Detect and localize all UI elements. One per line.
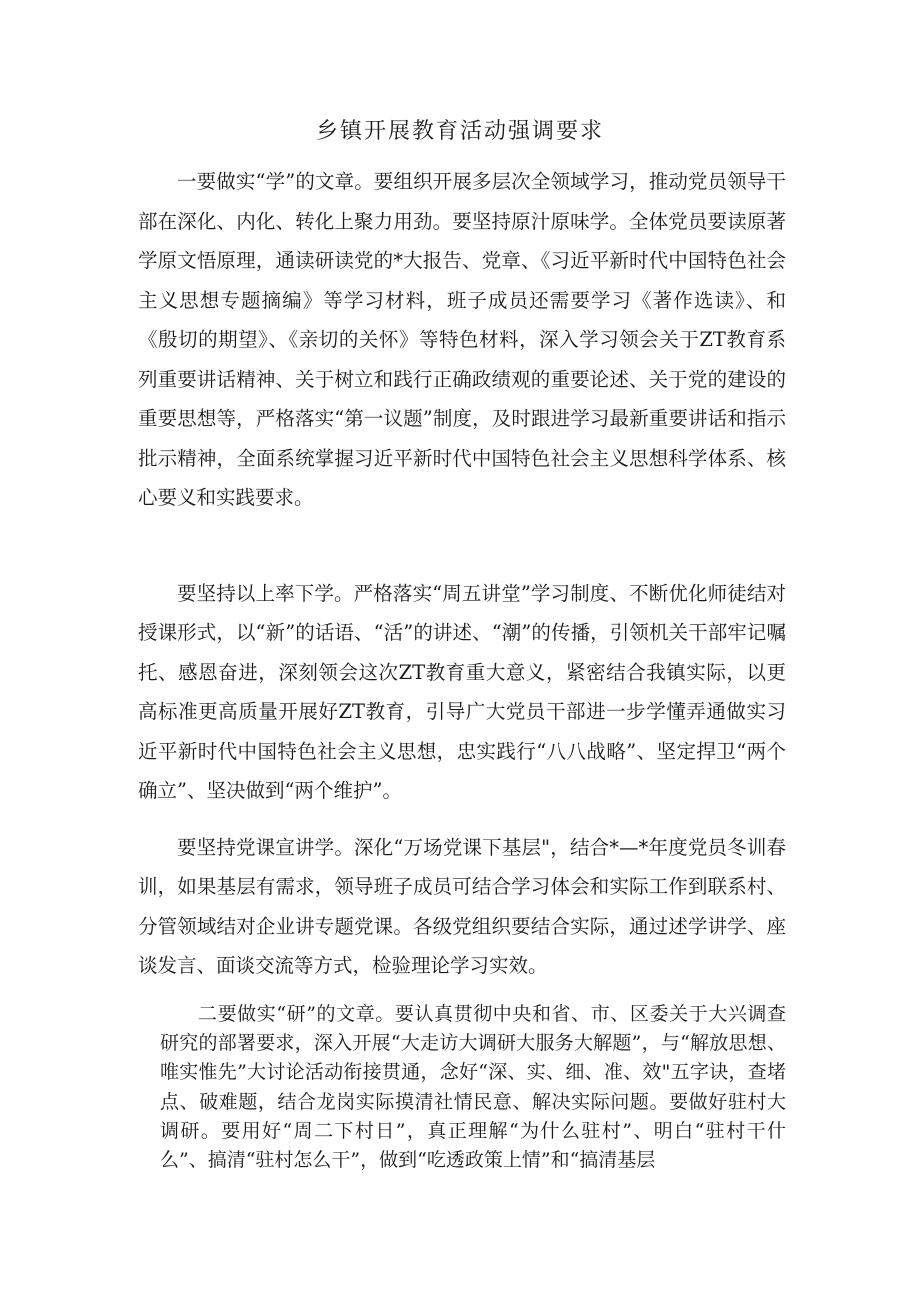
document-title: 乡镇开展教育活动强调要求 xyxy=(315,119,604,144)
paragraph-study-1: 一要做实“学”的文章。要组织开展多层次全领域学习，推动党员领导干部在深化、内化、转化上聚力用劲。要坚持原汁原味学。全体党员要读原著学原文悟原理，通读研读党的*大报告、党章、《习近平新时代中国特色社会主义思想专题摘编》等学习材料，班子成员还需要学习《著作选读》、和《殷切的期望》、《亲切的关怀》等特色材料，深入学习领会关于ZT教育系列重要讲话精神、关于树立和践行正确政绩观的重要论述、关于党的建设的重要思想等，严格落实“第一议题”制度，及时跟进学习最新重要讲话和指示批示精神，全面系统掌握习近平新时代中国特色社会主义思想科学体系、核心要义和实践要求。 xyxy=(138,170,786,509)
paragraph-study-3: 要坚持党课宣讲学。深化“万场党课下基层"，结合*—*年度党员冬训春训，如果基层有需求，领导班子成员可结合学习体会和实际工作到联系村、分管领域结对企业讲专题党课。各级党组织要结合实际，通过述学讲学、座谈发言、面谈交流等方式，检验理论学习实效。 xyxy=(138,836,786,978)
paragraph-research: 二要做实“研”的文章。要认真贯彻中央和省、市、区委关于大兴调查研究的部署要求，深入开展“大走访大调研大服务大解题”，与“解放思想、唯实惟先”大讨论活动衔接贯通，念好“深、实、细、准、效"五字诀，查堵点、破难题，结合龙岗实际摸清社情民意、解决实际问题。要做好驻村大调研。要用好“周二下村日”，真正理解“为什么驻村”、明白“驻村干什么”、搞清“驻村怎么干”，做到“吃透政策上情”和“搞清基层 xyxy=(160,1003,786,1172)
paragraph-study-2: 要坚持以上率下学。严格落实“周五讲堂”学习制度、不断优化师徒结对授课形式，以“新”的话语、“活”的讲述、“潮”的传播，引领机关干部牢记嘱托、感恩奋进，深刻领会这次ZT教育重大意义，紧密结合我镇实际，以更高标准更高质量开展好ZT教育，引导广大党员干部进一步学懂弄通做实习近平新时代中国特色社会主义思想，忠实践行“八八战略”、坚定捍卫“两个确立”、坚决做到“两个维护”。 xyxy=(138,582,786,803)
